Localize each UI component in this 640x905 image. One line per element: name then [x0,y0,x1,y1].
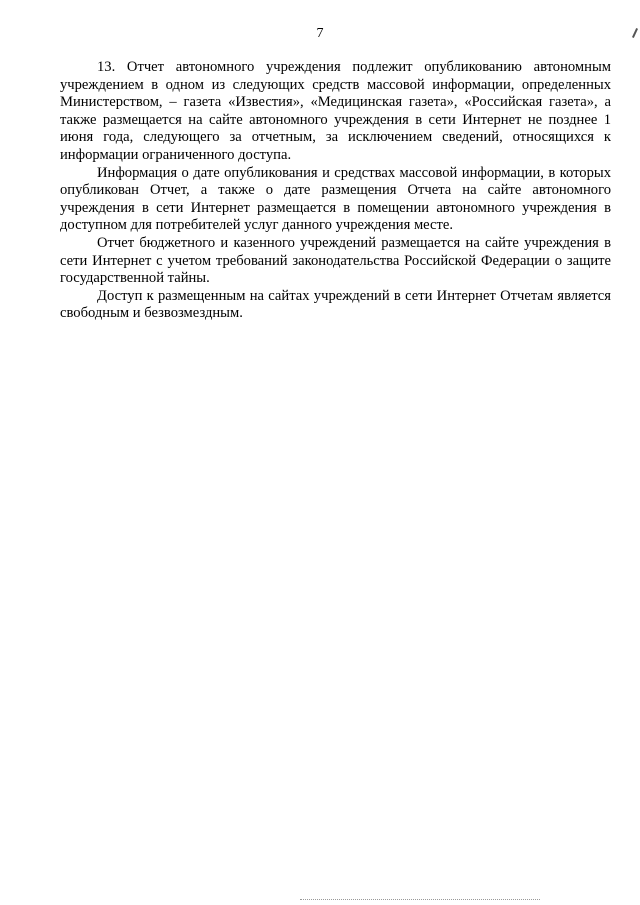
paragraph-free-access: Доступ к размещенным на сайтах учреждений в сети Интернет Отчетам является свободным и безвозмездным. [60,287,611,322]
paragraph-publication-info-placement: Информация о дате опубликования и средствах массовой информации, в которых опубликован Отчет, а также о дате размещения Отчета на сайте автономного учреждения в сети Интернет размещается в помещении автономного учреждения в доступном для потребителей услуг данного учреждения месте. [60,164,611,234]
document-body [60,59,611,323]
paragraph-budget-institution-report: Отчет бюджетного и казенного учреждений размещается на сайте учреждения в сети Интернет с учетом требований законодательства Российской Федерации о защите государственной тайны. [60,234,611,287]
page-number: 7 [316,26,324,41]
scan-bottom-edge [300,899,540,902]
paragraph-13-report-publication: 13. Отчет автономного учреждения подлежит опубликованию автономным учреждением в одном из следующих средств массовой информации, определенных Министерством, – газета «Известия», «Медицинская газета», «Российская газета», а также размещается на сайте автономного учреждения в сети Интернет не позднее 1 июня года, следующего за отчетным, за исключением сведений, относящихся к информации ограниченного доступа. [60,59,611,163]
